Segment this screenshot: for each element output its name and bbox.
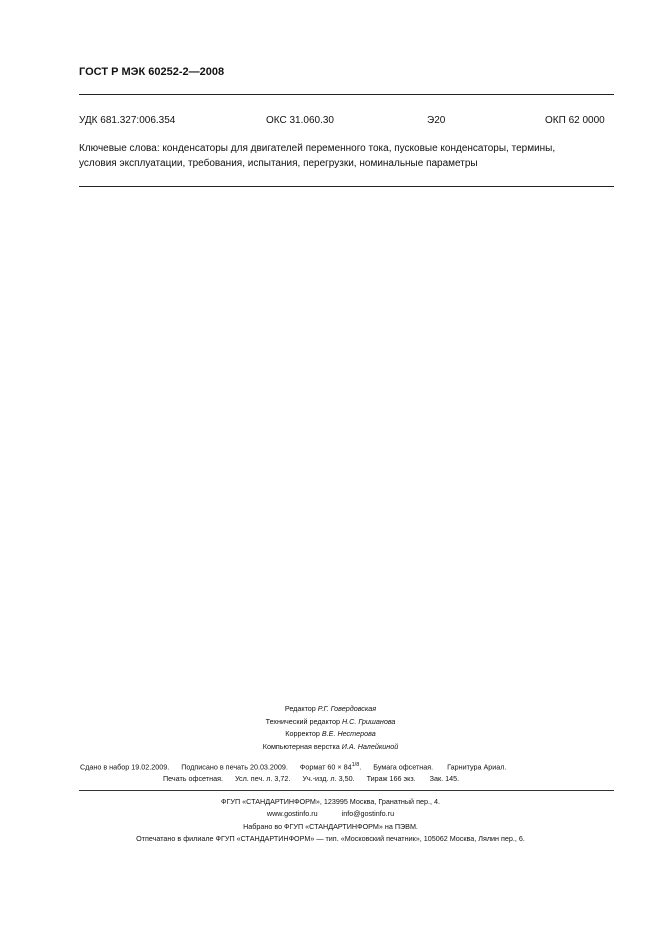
imprint-line-1: Сдано в набор 19.02.2009. Подписано в печать 20.03.2009. Формат $60 \times 84^{1/8}$. Бумага офсетная. Гарнитура Ариал. bbox=[80, 762, 507, 772]
keywords-line-1: Ключевые слова: конденсаторы для двигателей переменного тока, пусковые конденсаторы, термины, bbox=[79, 143, 556, 154]
keywords bbox=[79, 141, 619, 171]
document-header: ГОСТ Р МЭК 60252-2—2008 bbox=[79, 66, 225, 78]
credits-block bbox=[0, 703, 661, 753]
format-fraction: 1/8 bbox=[351, 762, 360, 768]
printed-note: Отпечатано в филиале ФГУП «СТАНДАРТИНФОРМ» — тип. «Московский печатник», 105062 Москва, Лялин пер., 6. bbox=[136, 833, 525, 843]
publisher-rule bbox=[79, 790, 614, 791]
editor-line: Редактор Р.Г. Говердовская bbox=[284, 704, 377, 713]
udk-code: УДК 681.327:006.354 bbox=[79, 115, 176, 126]
corrector-line: Корректор В.Е. Нестерова bbox=[285, 729, 376, 738]
publisher-site: www.gostinfo.ru bbox=[266, 809, 318, 819]
imprint-line-2: Печать офсетная. Усл. печ. л. 3,72. Уч.-изд. л. 3,50. Тираж 166 экз. Зак. 145. bbox=[163, 774, 460, 783]
tech-editor-line: Технический редактор Н.С. Гришанова bbox=[265, 716, 396, 726]
publisher-address: ФГУП «СТАНДАРТИНФОРМ», 123995 Москва, Гранатный пер., 4. bbox=[221, 797, 440, 806]
publisher-block bbox=[0, 796, 661, 845]
keywords-line-2: условия эксплуатации, требования, испытания, перегрузки, номинальные параметры bbox=[79, 158, 478, 169]
okp-code: ОКП 62 0000 bbox=[545, 115, 605, 126]
publisher-contacts bbox=[0, 808, 661, 820]
keywords-rule bbox=[79, 186, 614, 187]
header-rule bbox=[79, 94, 614, 95]
layout-line: Компьютерная верстка И.А. Налейкиной bbox=[262, 741, 399, 751]
oks-code: ОКС 31.060.30 bbox=[266, 115, 334, 126]
group-code: Э20 bbox=[427, 115, 446, 126]
publisher-email: info@gostinfo.ru bbox=[341, 809, 395, 819]
typeset-note: Набрано во ФГУП «СТАНДАРТИНФОРМ» на ПЭВМ. bbox=[243, 821, 418, 831]
